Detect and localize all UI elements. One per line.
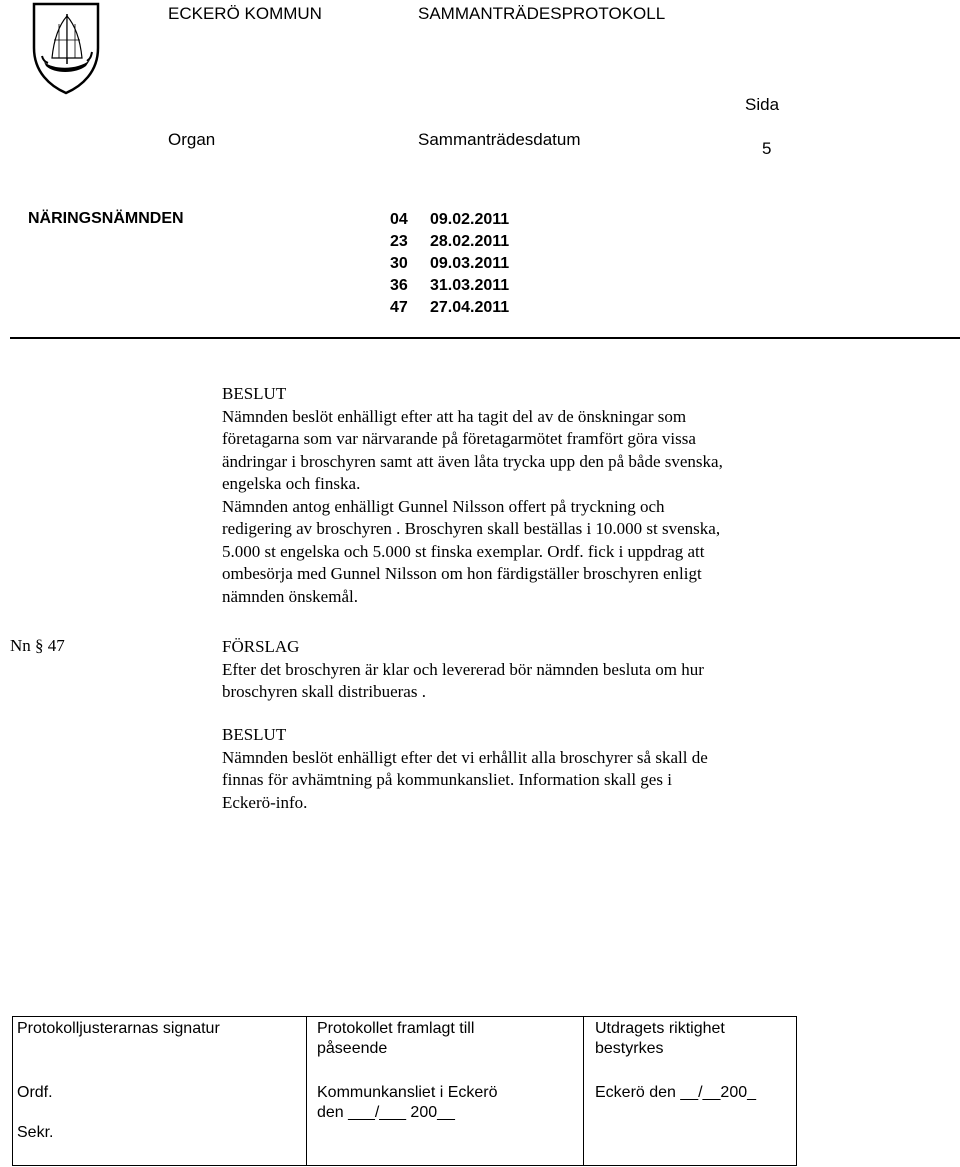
certified-date-line: Eckerö den __/__200_ [595,1084,757,1101]
displayed-for-review-title-2: påseende [317,1040,388,1057]
header-divider [10,337,960,339]
paragraph-reference: Nn § 47 [10,636,65,655]
municipality-name: ECKERÖ KOMMUN [168,4,322,23]
body-line: redigering av broschyren . Broschyren skall beställas i 10.000 st svenska, [222,519,721,538]
footer-divider [583,1017,584,1165]
meeting-number: 04 [390,211,408,228]
extract-certified-title: Utdragets riktighet [595,1020,725,1037]
proposal-section [222,636,822,704]
body-line: Eckerö-info. [222,792,308,812]
section-heading: FÖRSLAG [222,637,300,656]
document-type: SAMMANTRÄDESPROTOKOLL [418,4,666,23]
secretary-signature-label: Sekr. [17,1124,54,1141]
municipality-crest-logo [30,0,102,96]
body-line: ombesörja med Gunnel Nilsson om hon färdigställer broschyren enligt [222,564,702,583]
body-line: Efter det broschyren är klar och levererad bör nämnden besluta om hur [222,659,704,679]
extract-certified-title-2: bestyrkes [595,1040,664,1057]
page-label: Sida [745,95,780,114]
meeting-row [390,255,509,273]
body-line: Nämnden beslöt enhälligt efter det vi erhållit alla broschyrer så skall de [222,747,708,767]
section-heading: BESLUT [222,384,287,403]
meeting-number: 30 [390,255,408,272]
meeting-date: 09.03.2011 [430,255,510,272]
meeting-number: 47 [390,299,408,316]
meeting-row [390,299,509,317]
body-line: Nämnden beslöt enhälligt efter att ha tagit del av de önskningar som [222,406,687,426]
body-line: Nämnden antog enhälligt Gunnel Nilsson offert på tryckning och [222,496,665,516]
meeting-date: 28.02.2011 [430,233,510,250]
body-line: broschyren skall distribueras . [222,682,426,701]
chair-signature-label: Ordf. [17,1084,53,1101]
decision-section-1 [222,383,822,608]
body-line: nämnden önskemål. [222,586,358,606]
organ-label: Organ [168,130,216,149]
adjusters-signature-title: Protokolljusterarnas signatur [17,1020,220,1037]
meeting-date: 27.04.2011 [430,299,510,316]
meeting-number: 36 [390,277,408,294]
signature-footer [12,1016,797,1166]
page-number: 5 [762,139,772,158]
footer-divider [306,1017,307,1165]
meeting-row [390,211,509,229]
office-location: Kommunkansliet i Eckerö [317,1084,498,1101]
meeting-date-label: Sammanträdesdatum [418,130,581,149]
section-heading: BESLUT [222,725,287,744]
body-line: 5.000 st engelska och 5.000 st finska exemplar. Ordf. fick i uppdrag att [222,541,705,561]
displayed-for-review-title: Protokollet framlagt till [317,1020,475,1037]
meeting-number: 23 [390,233,408,250]
display-date-line: den ___/___ 200__ [317,1104,455,1121]
body-line: ändringar i broschyren samt att även låta trycka upp den på både svenska, [222,451,723,471]
meeting-row [390,277,509,295]
meeting-date: 31.03.2011 [430,277,510,294]
decision-section-2 [222,724,822,814]
meeting-row [390,233,509,251]
body-line: finnas för avhämtning på kommunkansliet. Information skall ges i [222,770,672,789]
organ-name: NÄRINGSNÄMNDEN [28,210,184,227]
meeting-date: 09.02.2011 [430,211,510,228]
body-line: engelska och finska. [222,474,361,493]
body-line: företagarna som var närvarande på företagarmötet framfört göra vissa [222,429,696,448]
